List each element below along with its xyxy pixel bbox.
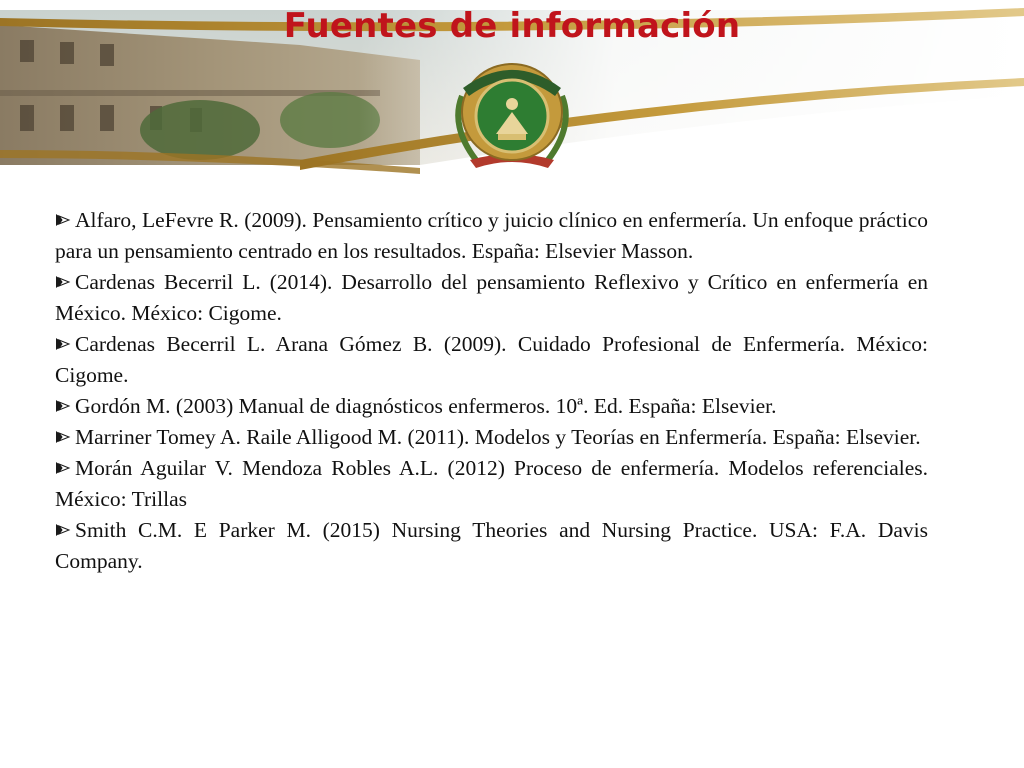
reference-text: Morán Aguilar V. Mendoza Robles A.L. (2012) Proceso de enfermería. Modelos referenciales. México: Trillas bbox=[55, 456, 928, 511]
reference-item bbox=[55, 391, 928, 422]
arrow-diamond-bullet-icon bbox=[55, 522, 71, 538]
reference-item bbox=[55, 422, 928, 453]
arrow-diamond-bullet-icon bbox=[55, 429, 71, 445]
reference-text: Marriner Tomey A. Raile Alligood M. (2011). Modelos y Teorías en Enfermería. España: Elsevier. bbox=[75, 425, 921, 449]
reference-item bbox=[55, 205, 928, 267]
reference-text: Gordón M. (2003) Manual de diagnósticos enfermeros. 10ª. Ed. España: Elsevier. bbox=[75, 394, 777, 418]
arrow-diamond-bullet-icon bbox=[55, 460, 71, 476]
reference-item bbox=[55, 515, 928, 577]
arrow-diamond-bullet-icon bbox=[55, 274, 71, 290]
arrow-diamond-bullet-icon bbox=[55, 398, 71, 414]
reference-item bbox=[55, 453, 928, 515]
reference-item bbox=[55, 329, 928, 391]
arrow-diamond-bullet-icon bbox=[55, 336, 71, 352]
slide-title: Fuentes de información bbox=[283, 6, 741, 46]
arrow-diamond-bullet-icon bbox=[55, 212, 71, 228]
reference-text: Smith C.M. E Parker M. (2015) Nursing Theories and Nursing Practice. USA: F.A. Davis Company. bbox=[55, 518, 928, 573]
university-seal-icon bbox=[440, 56, 584, 172]
reference-item bbox=[55, 267, 928, 329]
reference-text: Cardenas Becerril L. (2014). Desarrollo del pensamiento Reflexivo y Crítico en enfermería en México. México: Cigome. bbox=[55, 270, 928, 325]
references-list bbox=[55, 205, 928, 577]
reference-text: Alfaro, LeFevre R. (2009). Pensamiento crítico y juicio clínico en enfermería. Un enfoque práctico para un pensamiento centrado en los resultados. España: Elsevier Masson. bbox=[55, 208, 928, 263]
reference-text: Cardenas Becerril L. Arana Gómez B. (2009). Cuidado Profesional de Enfermería. México: Cigome. bbox=[55, 332, 928, 387]
